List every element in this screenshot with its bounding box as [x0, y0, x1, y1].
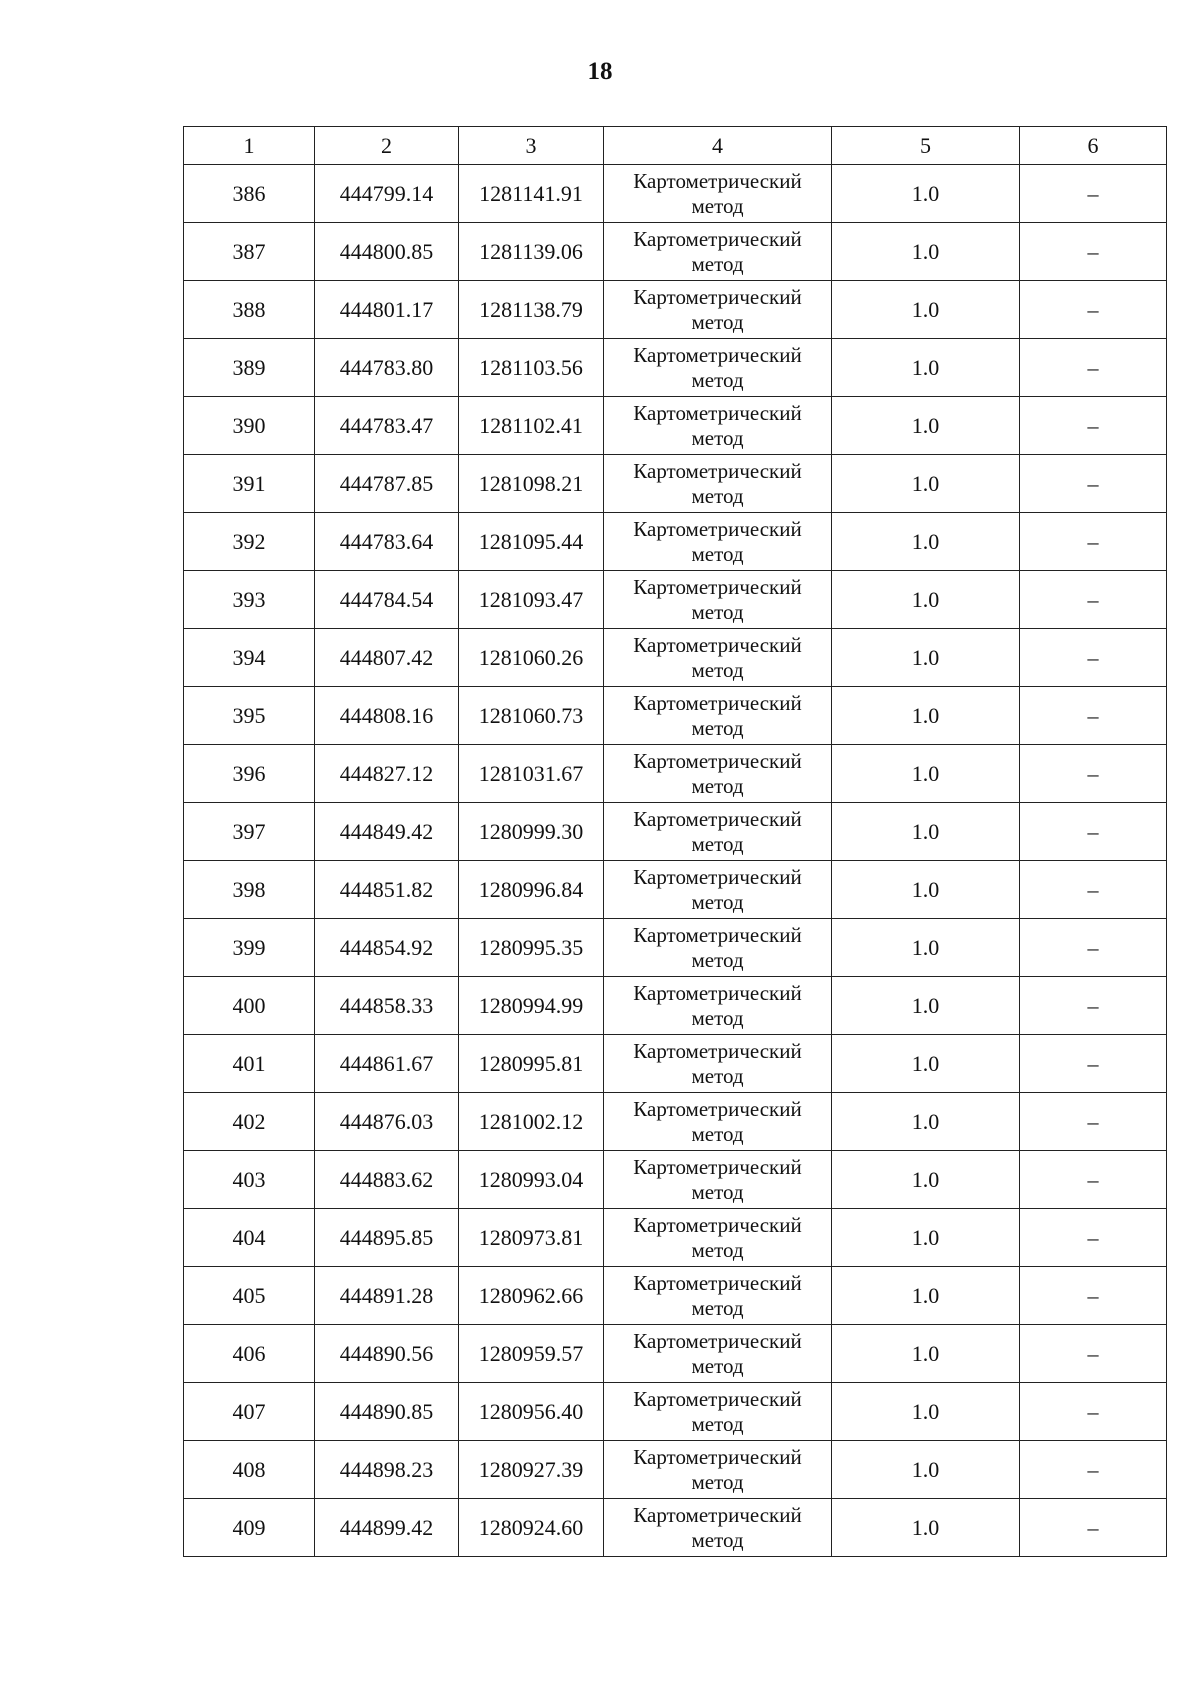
accuracy-cell: 1.0	[832, 281, 1020, 339]
x-coordinate-cell: 444807.42	[315, 629, 459, 687]
note-cell: –	[1020, 1209, 1167, 1267]
method-line-2: метод	[691, 309, 744, 334]
method-cell	[604, 571, 832, 629]
method-line-1: Картометрический	[633, 980, 802, 1005]
note-cell: –	[1020, 455, 1167, 513]
method-line-1: Картометрический	[633, 922, 802, 947]
method-cell	[604, 687, 832, 745]
method-line-2: метод	[691, 1411, 744, 1436]
accuracy-cell: 1.0	[832, 223, 1020, 281]
method-line-1: Картометрический	[633, 284, 802, 309]
note-cell: –	[1020, 861, 1167, 919]
method-line-1: Картометрический	[633, 1328, 802, 1353]
method-line-1: Картометрический	[633, 516, 802, 541]
point-number-cell: 399	[184, 919, 315, 977]
x-coordinate-cell: 444890.56	[315, 1325, 459, 1383]
note-cell: –	[1020, 745, 1167, 803]
note-cell: –	[1020, 339, 1167, 397]
y-coordinate-cell: 1281093.47	[459, 571, 604, 629]
accuracy-cell: 1.0	[832, 1209, 1020, 1267]
note-cell: –	[1020, 1267, 1167, 1325]
method-line-2: метод	[691, 483, 744, 508]
table-row	[184, 803, 1167, 861]
x-coordinate-cell: 444800.85	[315, 223, 459, 281]
note-cell: –	[1020, 1499, 1167, 1557]
header-col-1: 1	[184, 127, 315, 165]
note-cell: –	[1020, 1093, 1167, 1151]
x-coordinate-cell: 444783.80	[315, 339, 459, 397]
method-line-2: метод	[691, 367, 744, 392]
table-row	[184, 1151, 1167, 1209]
y-coordinate-cell: 1280924.60	[459, 1499, 604, 1557]
coordinates-table	[183, 126, 1167, 1557]
x-coordinate-cell: 444895.85	[315, 1209, 459, 1267]
y-coordinate-cell: 1280995.81	[459, 1035, 604, 1093]
method-cell	[604, 1499, 832, 1557]
x-coordinate-cell: 444891.28	[315, 1267, 459, 1325]
method-line-2: метод	[691, 947, 744, 972]
method-cell	[604, 1325, 832, 1383]
method-line-2: метод	[691, 193, 744, 218]
method-line-2: метод	[691, 715, 744, 740]
y-coordinate-cell: 1281103.56	[459, 339, 604, 397]
method-line-1: Картометрический	[633, 1038, 802, 1063]
header-col-6: 6	[1020, 127, 1167, 165]
method-line-1: Картометрический	[633, 1212, 802, 1237]
y-coordinate-cell: 1280993.04	[459, 1151, 604, 1209]
x-coordinate-cell: 444827.12	[315, 745, 459, 803]
point-number-cell: 404	[184, 1209, 315, 1267]
accuracy-cell: 1.0	[832, 571, 1020, 629]
table-row	[184, 397, 1167, 455]
x-coordinate-cell: 444876.03	[315, 1093, 459, 1151]
note-cell: –	[1020, 629, 1167, 687]
table-row	[184, 745, 1167, 803]
point-number-cell: 394	[184, 629, 315, 687]
method-cell	[604, 919, 832, 977]
method-line-1: Картометрический	[633, 1502, 802, 1527]
x-coordinate-cell: 444899.42	[315, 1499, 459, 1557]
note-cell: –	[1020, 977, 1167, 1035]
point-number-cell: 402	[184, 1093, 315, 1151]
table-row	[184, 1209, 1167, 1267]
point-number-cell: 400	[184, 977, 315, 1035]
point-number-cell: 388	[184, 281, 315, 339]
y-coordinate-cell: 1280962.66	[459, 1267, 604, 1325]
accuracy-cell: 1.0	[832, 1151, 1020, 1209]
method-line-1: Картометрический	[633, 864, 802, 889]
note-cell: –	[1020, 1151, 1167, 1209]
point-number-cell: 391	[184, 455, 315, 513]
method-line-2: метод	[691, 831, 744, 856]
method-line-2: метод	[691, 1237, 744, 1262]
method-line-1: Картометрический	[633, 168, 802, 193]
accuracy-cell: 1.0	[832, 513, 1020, 571]
x-coordinate-cell: 444808.16	[315, 687, 459, 745]
table-row	[184, 1325, 1167, 1383]
method-line-2: метод	[691, 599, 744, 624]
accuracy-cell: 1.0	[832, 1035, 1020, 1093]
method-line-1: Картометрический	[633, 458, 802, 483]
y-coordinate-cell: 1281060.26	[459, 629, 604, 687]
note-cell: –	[1020, 687, 1167, 745]
method-line-1: Картометрический	[633, 632, 802, 657]
y-coordinate-cell: 1281139.06	[459, 223, 604, 281]
table-row	[184, 455, 1167, 513]
note-cell: –	[1020, 1383, 1167, 1441]
method-line-2: метод	[691, 1469, 744, 1494]
point-number-cell: 406	[184, 1325, 315, 1383]
table-row	[184, 1499, 1167, 1557]
method-cell	[604, 1151, 832, 1209]
point-number-cell: 392	[184, 513, 315, 571]
point-number-cell: 387	[184, 223, 315, 281]
table-row	[184, 1093, 1167, 1151]
table-row	[184, 281, 1167, 339]
y-coordinate-cell: 1280996.84	[459, 861, 604, 919]
point-number-cell: 393	[184, 571, 315, 629]
point-number-cell: 395	[184, 687, 315, 745]
method-cell	[604, 1441, 832, 1499]
table-row	[184, 919, 1167, 977]
y-coordinate-cell: 1280959.57	[459, 1325, 604, 1383]
note-cell: –	[1020, 1035, 1167, 1093]
note-cell: –	[1020, 397, 1167, 455]
method-cell	[604, 1383, 832, 1441]
method-line-2: метод	[691, 773, 744, 798]
method-line-1: Картометрический	[633, 1386, 802, 1411]
header-col-4: 4	[604, 127, 832, 165]
method-cell	[604, 1035, 832, 1093]
accuracy-cell: 1.0	[832, 1267, 1020, 1325]
y-coordinate-cell: 1280927.39	[459, 1441, 604, 1499]
point-number-cell: 386	[184, 165, 315, 223]
table-row	[184, 513, 1167, 571]
x-coordinate-cell: 444883.62	[315, 1151, 459, 1209]
method-line-1: Картометрический	[633, 400, 802, 425]
method-cell	[604, 223, 832, 281]
y-coordinate-cell: 1281095.44	[459, 513, 604, 571]
method-line-1: Картометрический	[633, 1154, 802, 1179]
x-coordinate-cell: 444799.14	[315, 165, 459, 223]
point-number-cell: 409	[184, 1499, 315, 1557]
note-cell: –	[1020, 919, 1167, 977]
point-number-cell: 396	[184, 745, 315, 803]
accuracy-cell: 1.0	[832, 745, 1020, 803]
note-cell: –	[1020, 165, 1167, 223]
x-coordinate-cell: 444783.64	[315, 513, 459, 571]
accuracy-cell: 1.0	[832, 1441, 1020, 1499]
point-number-cell: 398	[184, 861, 315, 919]
x-coordinate-cell: 444858.33	[315, 977, 459, 1035]
method-cell	[604, 339, 832, 397]
y-coordinate-cell: 1280999.30	[459, 803, 604, 861]
method-line-2: метод	[691, 1527, 744, 1552]
table-row	[184, 629, 1167, 687]
point-number-cell: 390	[184, 397, 315, 455]
point-number-cell: 397	[184, 803, 315, 861]
x-coordinate-cell: 444851.82	[315, 861, 459, 919]
table-row	[184, 571, 1167, 629]
accuracy-cell: 1.0	[832, 1325, 1020, 1383]
accuracy-cell: 1.0	[832, 803, 1020, 861]
note-cell: –	[1020, 1441, 1167, 1499]
y-coordinate-cell: 1280995.35	[459, 919, 604, 977]
method-line-2: метод	[691, 251, 744, 276]
method-cell	[604, 513, 832, 571]
accuracy-cell: 1.0	[832, 165, 1020, 223]
method-line-1: Картометрический	[633, 1096, 802, 1121]
y-coordinate-cell: 1281031.67	[459, 745, 604, 803]
x-coordinate-cell: 444854.92	[315, 919, 459, 977]
method-cell	[604, 397, 832, 455]
table-row	[184, 339, 1167, 397]
method-cell	[604, 977, 832, 1035]
y-coordinate-cell: 1281102.41	[459, 397, 604, 455]
method-line-2: метод	[691, 541, 744, 566]
point-number-cell: 407	[184, 1383, 315, 1441]
method-cell	[604, 803, 832, 861]
accuracy-cell: 1.0	[832, 1093, 1020, 1151]
method-line-1: Картометрический	[633, 806, 802, 831]
y-coordinate-cell: 1280973.81	[459, 1209, 604, 1267]
method-cell	[604, 629, 832, 687]
table-row	[184, 1383, 1167, 1441]
y-coordinate-cell: 1281138.79	[459, 281, 604, 339]
table-row	[184, 977, 1167, 1035]
y-coordinate-cell: 1281002.12	[459, 1093, 604, 1151]
method-line-2: метод	[691, 1063, 744, 1088]
method-line-2: метод	[691, 889, 744, 914]
header-row	[184, 127, 1167, 165]
accuracy-cell: 1.0	[832, 339, 1020, 397]
point-number-cell: 389	[184, 339, 315, 397]
accuracy-cell: 1.0	[832, 687, 1020, 745]
method-cell	[604, 1209, 832, 1267]
method-cell	[604, 165, 832, 223]
method-line-2: метод	[691, 1005, 744, 1030]
method-line-1: Картометрический	[633, 690, 802, 715]
accuracy-cell: 1.0	[832, 455, 1020, 513]
x-coordinate-cell: 444784.54	[315, 571, 459, 629]
note-cell: –	[1020, 571, 1167, 629]
point-number-cell: 403	[184, 1151, 315, 1209]
method-cell	[604, 455, 832, 513]
table-row	[184, 687, 1167, 745]
x-coordinate-cell: 444787.85	[315, 455, 459, 513]
method-line-1: Картометрический	[633, 342, 802, 367]
point-number-cell: 405	[184, 1267, 315, 1325]
x-coordinate-cell: 444783.47	[315, 397, 459, 455]
accuracy-cell: 1.0	[832, 861, 1020, 919]
table-row	[184, 1035, 1167, 1093]
method-line-1: Картометрический	[633, 1444, 802, 1469]
x-coordinate-cell: 444861.67	[315, 1035, 459, 1093]
header-col-5: 5	[832, 127, 1020, 165]
method-cell	[604, 281, 832, 339]
table-body	[184, 165, 1167, 1557]
header-col-3: 3	[459, 127, 604, 165]
point-number-cell: 401	[184, 1035, 315, 1093]
method-line-2: метод	[691, 657, 744, 682]
accuracy-cell: 1.0	[832, 919, 1020, 977]
table-row	[184, 1441, 1167, 1499]
y-coordinate-cell: 1280994.99	[459, 977, 604, 1035]
method-line-1: Картометрический	[633, 1270, 802, 1295]
method-line-1: Картометрический	[633, 226, 802, 251]
accuracy-cell: 1.0	[832, 1499, 1020, 1557]
header-col-2: 2	[315, 127, 459, 165]
x-coordinate-cell: 444849.42	[315, 803, 459, 861]
y-coordinate-cell: 1280956.40	[459, 1383, 604, 1441]
point-number-cell: 408	[184, 1441, 315, 1499]
method-cell	[604, 1093, 832, 1151]
method-line-1: Картометрический	[633, 574, 802, 599]
method-cell	[604, 1267, 832, 1325]
note-cell: –	[1020, 281, 1167, 339]
note-cell: –	[1020, 803, 1167, 861]
method-line-2: метод	[691, 1295, 744, 1320]
y-coordinate-cell: 1281098.21	[459, 455, 604, 513]
method-line-2: метод	[691, 1353, 744, 1378]
table-row	[184, 223, 1167, 281]
page-number: 18	[587, 58, 613, 85]
method-cell	[604, 861, 832, 919]
method-line-1: Картометрический	[633, 748, 802, 773]
accuracy-cell: 1.0	[832, 397, 1020, 455]
y-coordinate-cell: 1281060.73	[459, 687, 604, 745]
method-line-2: метод	[691, 1179, 744, 1204]
note-cell: –	[1020, 513, 1167, 571]
x-coordinate-cell: 444898.23	[315, 1441, 459, 1499]
x-coordinate-cell: 444801.17	[315, 281, 459, 339]
method-line-2: метод	[691, 1121, 744, 1146]
note-cell: –	[1020, 1325, 1167, 1383]
accuracy-cell: 1.0	[832, 629, 1020, 687]
table-header	[184, 127, 1167, 165]
accuracy-cell: 1.0	[832, 977, 1020, 1035]
accuracy-cell: 1.0	[832, 1383, 1020, 1441]
y-coordinate-cell: 1281141.91	[459, 165, 604, 223]
method-cell	[604, 745, 832, 803]
x-coordinate-cell: 444890.85	[315, 1383, 459, 1441]
note-cell: –	[1020, 223, 1167, 281]
table-row	[184, 1267, 1167, 1325]
table-row	[184, 165, 1167, 223]
table-row	[184, 861, 1167, 919]
method-line-2: метод	[691, 425, 744, 450]
